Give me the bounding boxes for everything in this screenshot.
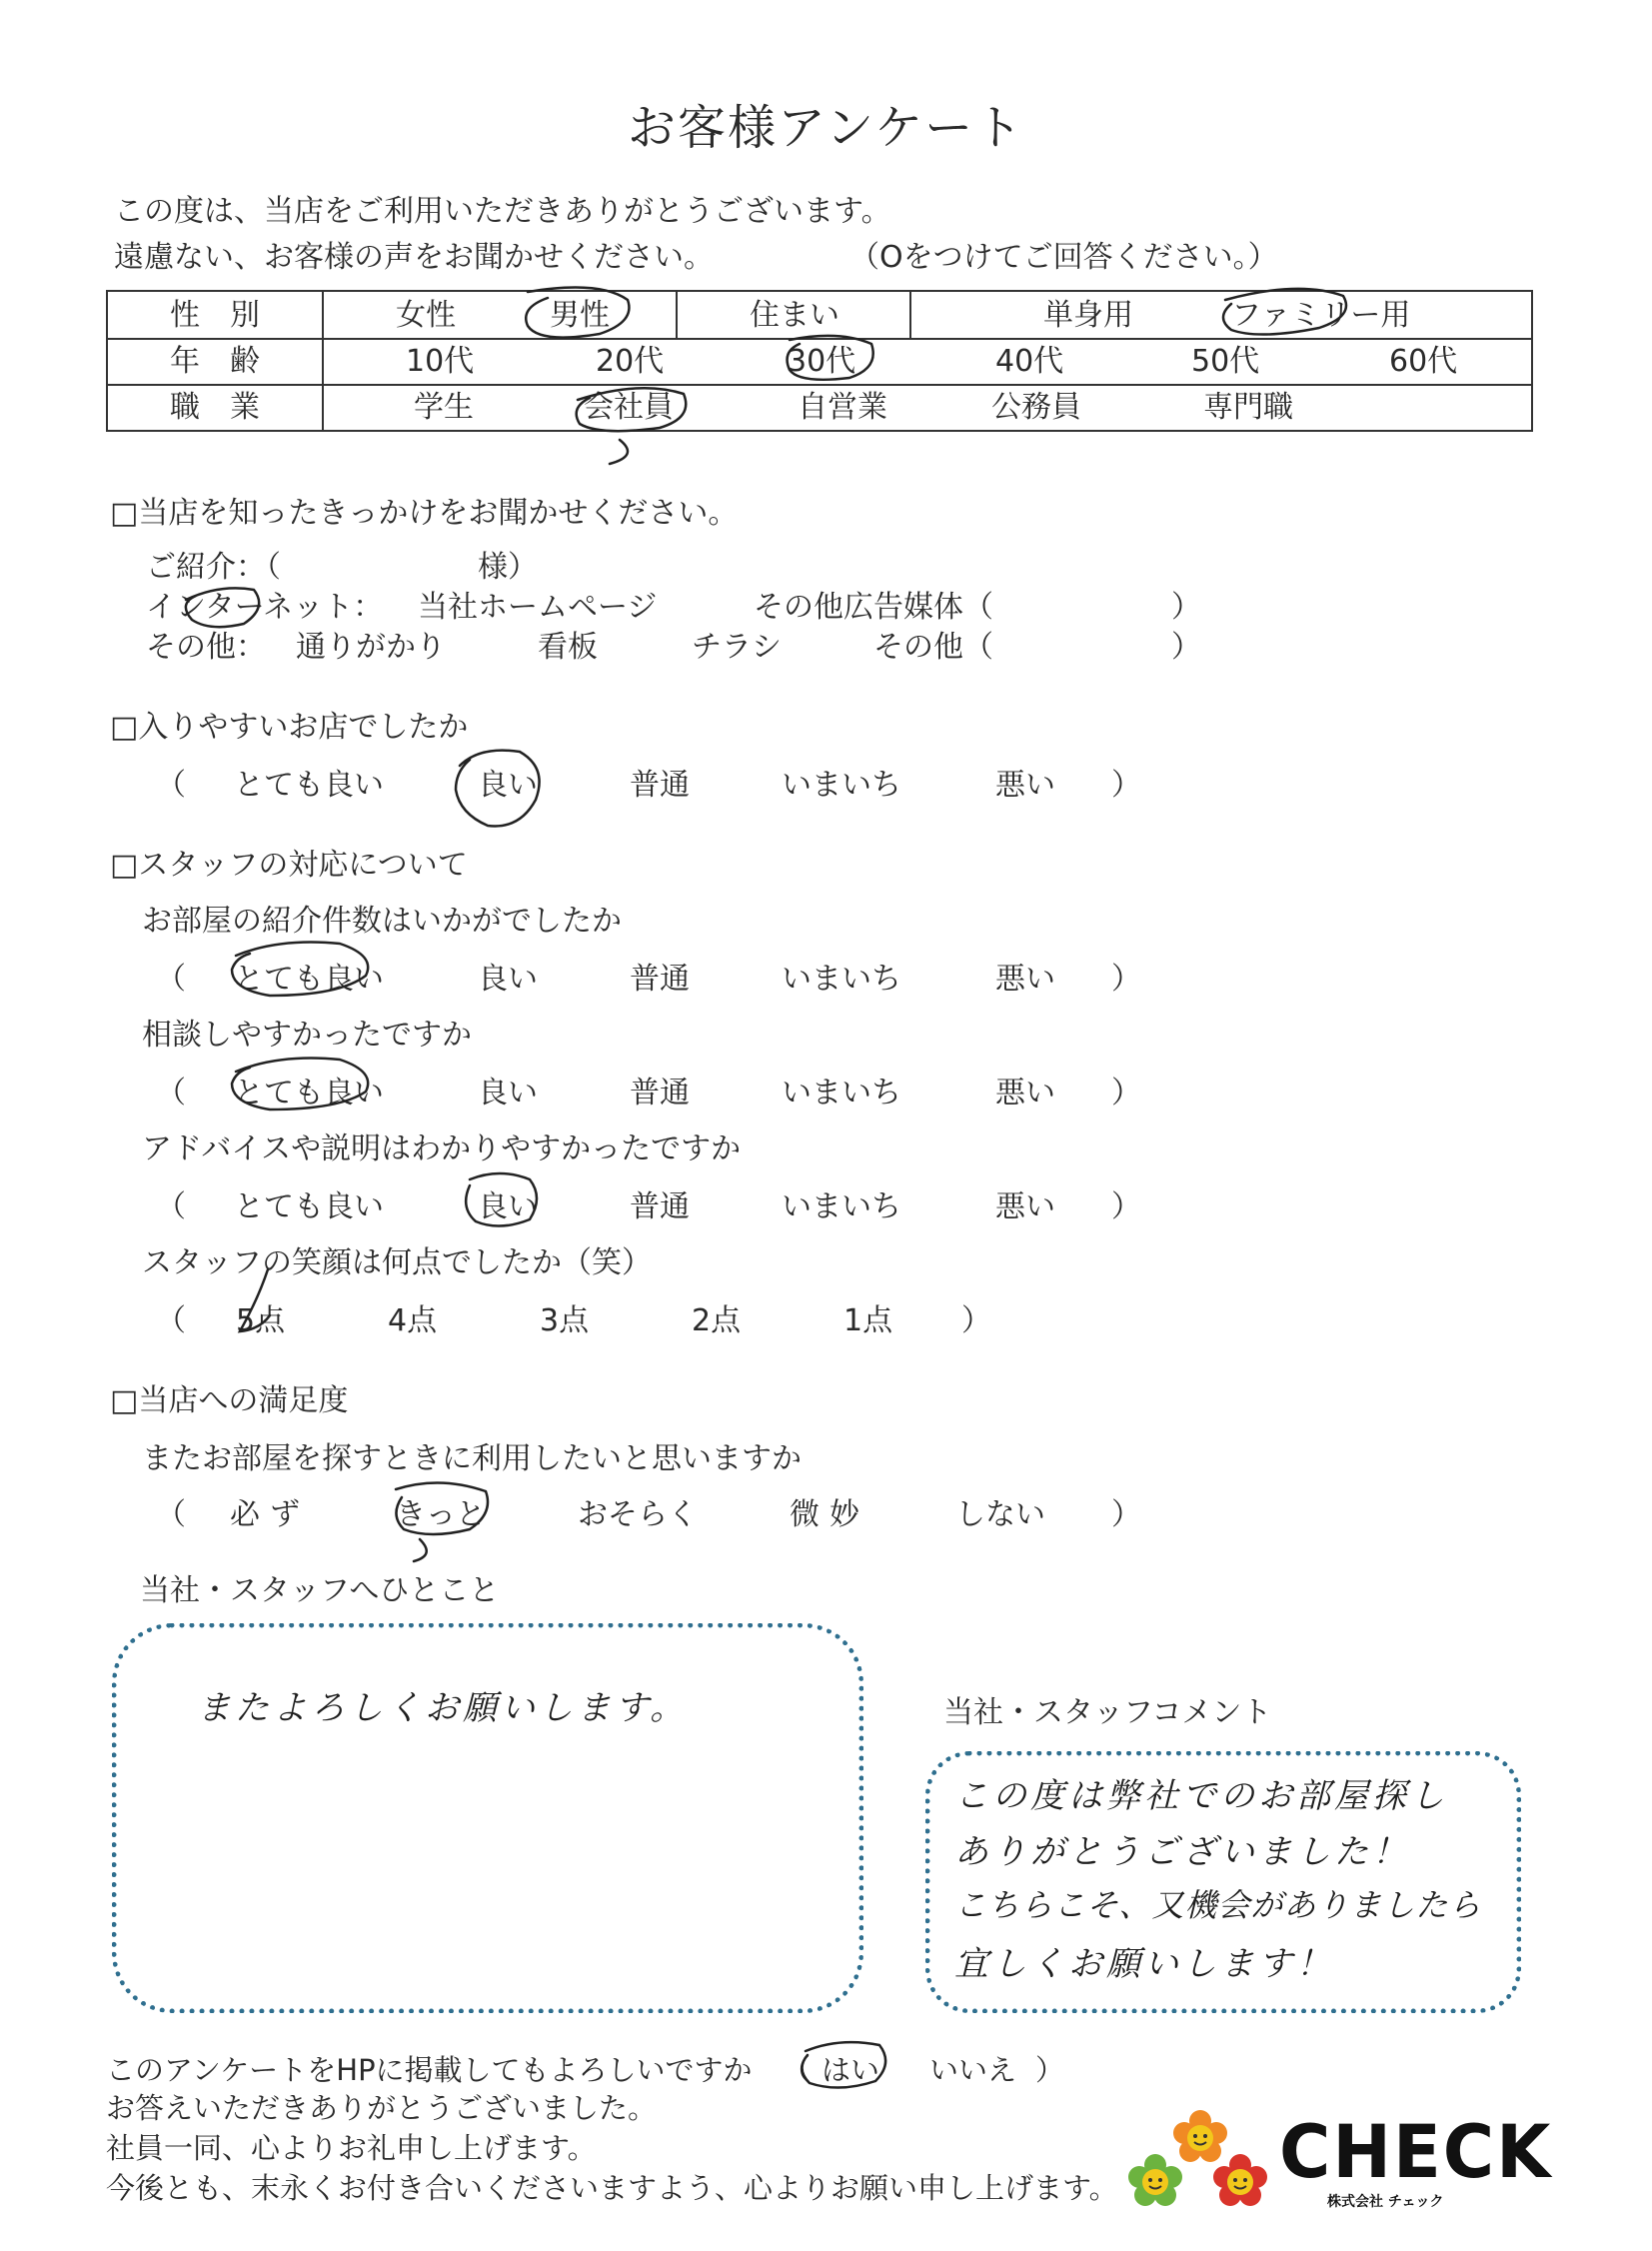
age-option-20s[interactable]: 20代 — [596, 344, 665, 379]
job-option-self-employed[interactable]: 自営業 — [798, 390, 887, 425]
q3-sub2-option-good[interactable]: 良い — [478, 1076, 538, 1111]
publish-question: このアンケートをHPに掲載してもよろしいですか — [106, 2053, 753, 2087]
q3-sub3-open: （ — [156, 1189, 186, 1224]
staff-comment-line-2: ありがとうございました！ — [954, 1832, 1410, 1872]
job-option-specialist[interactable]: 専門職 — [1203, 390, 1293, 425]
q3-sub4-option-4[interactable]: 4点 — [388, 1303, 438, 1338]
gender-option-male[interactable]: 男性 — [550, 298, 610, 333]
housing-option-family[interactable]: ファミリー用 — [1231, 298, 1411, 333]
q1-option-flyer[interactable]: チラシ — [692, 630, 782, 665]
customer-comment-text: またよろしくお願いします。 — [197, 1688, 689, 1728]
q3-sub4-question: スタッフの笑顔は何点でしたか（笑） — [142, 1245, 652, 1280]
q3-sub2-option-average[interactable]: 普通 — [630, 1076, 690, 1111]
q2-close-paren: ） — [1111, 768, 1141, 803]
housing-label: 住まい — [750, 298, 839, 333]
q3-sub1-option-very-good[interactable]: とても良い — [234, 962, 384, 997]
closing-line-3: 今後とも、末永くお付き合いくださいますよう、心よりお願い申し上げます。 — [106, 2171, 1118, 2205]
customer-comment-box[interactable] — [112, 1623, 863, 2013]
job-label: 職 業 — [170, 390, 260, 425]
logo-wordmark: CHECK — [1279, 2108, 1553, 2196]
intro-note: （Oをつけてご回答ください。） — [849, 240, 1278, 275]
q1-option-other[interactable]: その他（ — [873, 630, 993, 665]
publish-open: （ — [782, 2053, 812, 2087]
housing-option-single[interactable]: 単身用 — [1043, 298, 1133, 333]
q4-option-unsure[interactable]: 微妙 — [790, 1497, 869, 1532]
q4-option-surely[interactable]: きっと — [396, 1497, 486, 1532]
closing-line-2: 社員一同、心よりお礼申し上げます。 — [106, 2131, 597, 2165]
gender-label: 性 別 — [170, 298, 260, 333]
q3-sub1-option-so-so[interactable]: いまいち — [782, 962, 901, 997]
q3-sub4-option-5[interactable]: 5点 — [236, 1303, 286, 1338]
q2-option-good[interactable]: 良い — [478, 768, 538, 803]
job-option-student[interactable]: 学生 — [414, 390, 474, 425]
q2-option-so-so[interactable]: いまいち — [782, 768, 901, 803]
q4-close: ） — [1111, 1497, 1141, 1532]
q1-internet-other[interactable]: その他広告媒体（ — [754, 590, 993, 625]
job-option-civil-servant[interactable]: 公務員 — [991, 390, 1081, 425]
q3-sub2-option-very-good[interactable]: とても良い — [234, 1076, 384, 1111]
age-option-60s[interactable]: 60代 — [1389, 344, 1458, 379]
q1-other: その他： — [146, 630, 266, 665]
q4-open: （ — [156, 1497, 186, 1532]
q3-sub2-question: 相談しやすかったですか — [142, 1018, 472, 1053]
q2-option-very-good[interactable]: とても良い — [234, 768, 384, 803]
flower-logo-icon — [1125, 2107, 1275, 2213]
intro-line-1: この度は、当店をご利用いただきありがとうございます。 — [114, 194, 891, 229]
q2-option-average[interactable]: 普通 — [630, 768, 690, 803]
gender-option-female[interactable]: 女性 — [396, 298, 456, 333]
q3-sub3-option-bad[interactable]: 悪い — [995, 1189, 1055, 1224]
publish-close: ） — [1035, 2053, 1065, 2087]
q2-open-paren: （ — [156, 768, 186, 803]
age-option-40s[interactable]: 40代 — [995, 344, 1064, 379]
staff-comment-line-4: 宜しくお願いします！ — [954, 1944, 1334, 1984]
q3-sub3-close: ） — [1111, 1189, 1141, 1224]
q2-option-bad[interactable]: 悪い — [995, 768, 1055, 803]
q3-sub1-option-good[interactable]: 良い — [478, 962, 538, 997]
staff-comment-label: 当社・スタッフコメント — [943, 1695, 1272, 1730]
q1-referral[interactable]: ご紹介：（ — [146, 550, 281, 585]
q1-option-sign[interactable]: 看板 — [538, 630, 598, 665]
q3-sub4-option-3[interactable]: 3点 — [540, 1303, 590, 1338]
q1-other-close: ） — [1171, 630, 1201, 665]
q4-heading: □当店への満足度 — [110, 1383, 349, 1418]
q3-sub2-close: ） — [1111, 1076, 1141, 1111]
intro-line-2: 遠慮ない、お客様の声をお聞かせください。 — [114, 240, 714, 275]
staff-comment-box — [925, 1751, 1521, 2013]
q3-sub3-option-good[interactable]: 良い — [478, 1189, 538, 1224]
q1-internet[interactable]: インターネット： — [146, 590, 384, 625]
q4-option-no[interactable]: しない — [955, 1497, 1045, 1532]
customer-comment-label: 当社・スタッフへひとこと — [140, 1573, 500, 1608]
q1-internet-other-close: ） — [1171, 590, 1201, 625]
age-label: 年 齢 — [170, 344, 260, 379]
q3-sub3-question: アドバイスや説明はわかりやすかったですか — [142, 1131, 742, 1166]
q3-sub3-option-very-good[interactable]: とても良い — [234, 1189, 384, 1224]
logo-company-name: 株式会社 チェック — [1327, 2194, 1444, 2210]
age-option-50s[interactable]: 50代 — [1191, 344, 1260, 379]
age-option-30s[interactable]: 30代 — [788, 344, 856, 379]
q4-option-probably[interactable]: おそらく — [578, 1497, 698, 1532]
closing-line-1: お答えいただきありがとうございました。 — [106, 2091, 658, 2125]
job-option-employee[interactable]: 会社員 — [584, 390, 674, 425]
q4-option-definitely[interactable]: 必ず — [230, 1497, 310, 1532]
q1-heading: □当店を知ったきっかけをお聞かせください。 — [110, 496, 739, 531]
q3-sub1-option-bad[interactable]: 悪い — [995, 962, 1055, 997]
age-option-10s[interactable]: 10代 — [406, 344, 475, 379]
publish-yes[interactable]: はい — [822, 2053, 880, 2087]
q3-sub4-open: （ — [156, 1303, 186, 1338]
q3-sub1-question: お部屋の紹介件数はいかがでしたか — [142, 904, 622, 939]
q1-internet-hp[interactable]: 当社ホームページ — [418, 590, 658, 625]
flower-orange-icon — [1173, 2110, 1227, 2162]
q3-sub1-close: ） — [1111, 962, 1141, 997]
q3-sub2-open: （ — [156, 1076, 186, 1111]
q3-sub2-option-bad[interactable]: 悪い — [995, 1076, 1055, 1111]
flower-red-icon — [1213, 2154, 1267, 2206]
q3-sub3-option-so-so[interactable]: いまいち — [782, 1189, 901, 1224]
publish-no[interactable]: いいえ — [929, 2053, 1017, 2087]
q3-sub4-option-1[interactable]: 1点 — [843, 1303, 893, 1338]
staff-comment-line-3: こちらこそ、又機会がありましたら — [954, 1886, 1482, 1924]
q3-sub4-option-2[interactable]: 2点 — [692, 1303, 742, 1338]
q3-sub3-option-average[interactable]: 普通 — [630, 1189, 690, 1224]
q3-sub4-close: ） — [961, 1303, 991, 1338]
profile-table — [106, 290, 1533, 432]
q1-referral-suffix: 様） — [478, 550, 538, 585]
page-title: お客様アンケート — [628, 100, 1025, 156]
q1-option-walkby[interactable]: 通りがかり — [296, 630, 446, 665]
q2-heading: □入りやすいお店でしたか — [110, 710, 469, 745]
q3-heading: □スタッフの対応について — [110, 848, 468, 883]
staff-comment-line-1: この度は弊社でのお部屋探し — [954, 1776, 1448, 1816]
flower-green-icon — [1128, 2154, 1182, 2206]
q3-sub1-option-average[interactable]: 普通 — [630, 962, 690, 997]
q4-question: またお部屋を探すときに利用したいと思いますか — [142, 1441, 802, 1476]
q3-sub1-open: （ — [156, 962, 186, 997]
q3-sub2-option-so-so[interactable]: いまいち — [782, 1076, 901, 1111]
